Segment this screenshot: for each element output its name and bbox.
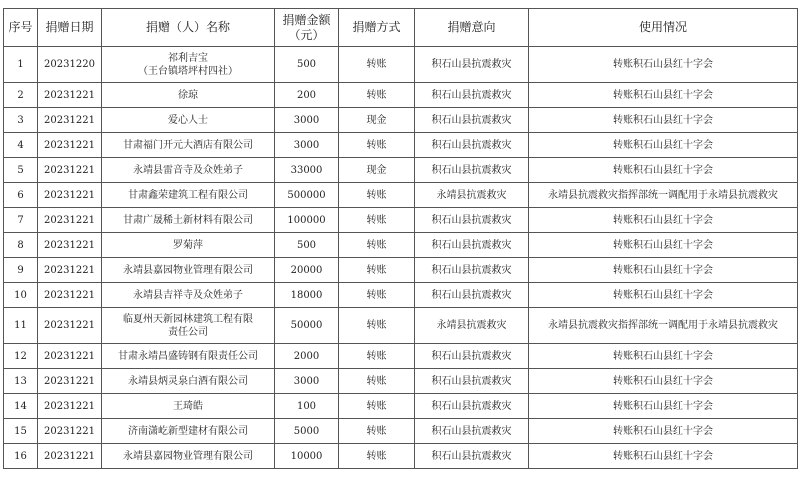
table-header-row — [4, 9, 798, 47]
table-row — [4, 394, 798, 419]
cell-date: 20231221 — [38, 108, 102, 133]
cell-intent: 积石山县抗震救灾 — [415, 108, 529, 133]
cell-name-line: 祁利吉宝 — [168, 52, 208, 64]
col-header-date: 捐赠日期 — [38, 9, 102, 47]
cell-usage: 转账积石山县红十字会 — [529, 47, 798, 83]
cell-intent: 积石山县抗震救灾 — [415, 47, 529, 83]
cell-name — [102, 283, 275, 308]
cell-usage: 转账积石山县红十字会 — [529, 344, 798, 369]
cell-method: 转账 — [339, 83, 415, 108]
cell-method: 转账 — [339, 133, 415, 158]
cell-no: 13 — [4, 369, 38, 394]
cell-usage: 转账积石山县红十字会 — [529, 133, 798, 158]
table-row — [4, 444, 798, 469]
cell-name — [102, 233, 275, 258]
cell-intent: 积石山县抗震救灾 — [415, 419, 529, 444]
col-header-intent: 捐赠意向 — [415, 9, 529, 47]
cell-name — [102, 419, 275, 444]
cell-no: 6 — [4, 183, 38, 208]
cell-no: 16 — [4, 444, 38, 469]
cell-date: 20231221 — [38, 308, 102, 344]
cell-amount: 100 — [275, 394, 339, 419]
cell-amount: 18000 — [275, 283, 339, 308]
cell-date: 20231221 — [38, 444, 102, 469]
cell-intent: 积石山县抗震救灾 — [415, 283, 529, 308]
cell-date: 20231221 — [38, 158, 102, 183]
cell-usage: 转账积石山县红十字会 — [529, 108, 798, 133]
col-header-method: 捐赠方式 — [339, 9, 415, 47]
cell-usage: 转账积石山县红十字会 — [529, 158, 798, 183]
cell-date: 20231221 — [38, 233, 102, 258]
table-row — [4, 47, 798, 83]
cell-date: 20231220 — [38, 47, 102, 83]
cell-name — [102, 344, 275, 369]
cell-name-line: 永靖县嘉园物业管理有限公司 — [123, 264, 253, 276]
table-row — [4, 108, 798, 133]
table-row — [4, 283, 798, 308]
cell-amount: 500 — [275, 233, 339, 258]
cell-date: 20231221 — [38, 394, 102, 419]
table-row — [4, 419, 798, 444]
cell-no: 15 — [4, 419, 38, 444]
cell-intent: 积石山县抗震救灾 — [415, 83, 529, 108]
cell-name-line: 济南潇屹新型建材有限公司 — [128, 425, 248, 437]
cell-amount: 5000 — [275, 419, 339, 444]
cell-name-line: 永靖县雷音寺及众姓弟子 — [133, 164, 243, 176]
cell-date: 20231221 — [38, 369, 102, 394]
cell-name — [102, 308, 275, 344]
cell-name-line: 甘肃广晟稀土新材料有限公司 — [123, 214, 253, 226]
cell-usage: 转账积石山县红十字会 — [529, 258, 798, 283]
cell-method: 转账 — [339, 394, 415, 419]
table-row — [4, 133, 798, 158]
col-header-amount-line1: 捐赠金额 — [282, 12, 331, 27]
cell-intent: 积石山县抗震救灾 — [415, 369, 529, 394]
cell-intent: 永靖县抗震救灾 — [415, 308, 529, 344]
cell-amount: 2000 — [275, 344, 339, 369]
cell-name-line: 永靖县炳灵泉白酒有限公司 — [128, 375, 248, 387]
cell-no: 1 — [4, 47, 38, 83]
cell-intent: 积石山县抗震救灾 — [415, 258, 529, 283]
cell-intent: 积石山县抗震救灾 — [415, 233, 529, 258]
cell-name-line: 徐琼 — [178, 89, 198, 101]
cell-amount: 100000 — [275, 208, 339, 233]
cell-name — [102, 444, 275, 469]
table-row — [4, 183, 798, 208]
cell-amount: 3000 — [275, 133, 339, 158]
cell-usage: 永靖县抗震救灾指挥部统一调配用于永靖县抗震救灾 — [529, 183, 798, 208]
cell-amount: 10000 — [275, 444, 339, 469]
cell-no: 7 — [4, 208, 38, 233]
cell-name-line: 爱心人士 — [168, 114, 208, 126]
cell-usage: 转账积石山县红十字会 — [529, 208, 798, 233]
cell-method: 转账 — [339, 444, 415, 469]
cell-amount: 20000 — [275, 258, 339, 283]
col-header-usage: 使用情况 — [529, 9, 798, 47]
cell-name — [102, 394, 275, 419]
cell-amount: 200 — [275, 83, 339, 108]
cell-method: 转账 — [339, 344, 415, 369]
cell-name — [102, 183, 275, 208]
cell-name-line: 责任公司 — [168, 326, 208, 338]
cell-no: 4 — [4, 133, 38, 158]
cell-method: 转账 — [339, 47, 415, 83]
col-header-amount — [275, 9, 339, 47]
cell-amount: 3000 — [275, 369, 339, 394]
cell-intent: 积石山县抗震救灾 — [415, 158, 529, 183]
table-row — [4, 369, 798, 394]
table-row — [4, 158, 798, 183]
cell-no: 3 — [4, 108, 38, 133]
cell-name-line: （王台镇塔坪村四社） — [138, 65, 238, 77]
cell-amount: 33000 — [275, 158, 339, 183]
cell-usage: 转账积石山县红十字会 — [529, 394, 798, 419]
cell-name-line: 甘肃鑫荣建筑工程有限公司 — [128, 189, 248, 201]
cell-name-line: 永靖县吉祥寺及众姓弟子 — [133, 289, 243, 301]
cell-name — [102, 108, 275, 133]
table-row — [4, 308, 798, 344]
cell-usage: 转账积石山县红十字会 — [529, 419, 798, 444]
cell-name — [102, 258, 275, 283]
cell-method: 转账 — [339, 369, 415, 394]
table-row — [4, 344, 798, 369]
cell-name-line: 甘肃永靖昌盛铸钢有限责任公司 — [118, 350, 258, 362]
cell-method: 转账 — [339, 258, 415, 283]
table-row — [4, 83, 798, 108]
cell-intent: 积石山县抗震救灾 — [415, 394, 529, 419]
donation-table-container — [3, 8, 798, 469]
cell-method: 转账 — [339, 233, 415, 258]
cell-method: 现金 — [339, 158, 415, 183]
col-header-no: 序号 — [4, 9, 38, 47]
cell-date: 20231221 — [38, 208, 102, 233]
table-row — [4, 208, 798, 233]
cell-method: 转账 — [339, 283, 415, 308]
cell-no: 10 — [4, 283, 38, 308]
cell-method: 转账 — [339, 183, 415, 208]
cell-method: 转账 — [339, 208, 415, 233]
cell-name-line: 永靖县嘉园物业管理有限公司 — [123, 450, 253, 462]
cell-usage: 转账积石山县红十字会 — [529, 444, 798, 469]
cell-date: 20231221 — [38, 344, 102, 369]
col-header-amount-line2: （元） — [288, 27, 325, 42]
cell-amount: 500000 — [275, 183, 339, 208]
cell-intent: 积石山县抗震救灾 — [415, 344, 529, 369]
table-body — [4, 47, 798, 469]
cell-usage: 转账积石山县红十字会 — [529, 233, 798, 258]
cell-intent: 永靖县抗震救灾 — [415, 183, 529, 208]
cell-no: 14 — [4, 394, 38, 419]
cell-name-line: 王琦皓 — [173, 400, 203, 412]
cell-no: 11 — [4, 308, 38, 344]
cell-no: 9 — [4, 258, 38, 283]
cell-name-line: 临夏州天新园林建筑工程有限 — [123, 313, 253, 325]
table-row — [4, 258, 798, 283]
cell-name — [102, 133, 275, 158]
table-row — [4, 233, 798, 258]
cell-date: 20231221 — [38, 258, 102, 283]
cell-intent: 积石山县抗震救灾 — [415, 208, 529, 233]
cell-no: 5 — [4, 158, 38, 183]
cell-method: 转账 — [339, 308, 415, 344]
cell-no: 8 — [4, 233, 38, 258]
cell-name — [102, 47, 275, 83]
cell-name — [102, 208, 275, 233]
cell-amount: 3000 — [275, 108, 339, 133]
cell-date: 20231221 — [38, 83, 102, 108]
cell-date: 20231221 — [38, 133, 102, 158]
cell-method: 转账 — [339, 419, 415, 444]
cell-usage: 转账积石山县红十字会 — [529, 369, 798, 394]
cell-date: 20231221 — [38, 419, 102, 444]
donation-table — [3, 8, 798, 469]
cell-usage: 转账积石山县红十字会 — [529, 83, 798, 108]
cell-name-line: 罗菊萍 — [173, 239, 203, 251]
cell-name — [102, 369, 275, 394]
cell-amount: 500 — [275, 47, 339, 83]
col-header-name: 捐赠（人）名称 — [102, 9, 275, 47]
cell-no: 2 — [4, 83, 38, 108]
cell-name — [102, 83, 275, 108]
cell-name-line: 甘肃福门开元大酒店有限公司 — [123, 139, 253, 151]
cell-name — [102, 158, 275, 183]
cell-intent: 积石山县抗震救灾 — [415, 444, 529, 469]
cell-usage: 转账积石山县红十字会 — [529, 283, 798, 308]
cell-date: 20231221 — [38, 283, 102, 308]
cell-no: 12 — [4, 344, 38, 369]
cell-intent: 积石山县抗震救灾 — [415, 133, 529, 158]
cell-usage: 永靖县抗震救灾指挥部统一调配用于永靖县抗震救灾 — [529, 308, 798, 344]
cell-method: 现金 — [339, 108, 415, 133]
cell-amount: 50000 — [275, 308, 339, 344]
cell-date: 20231221 — [38, 183, 102, 208]
